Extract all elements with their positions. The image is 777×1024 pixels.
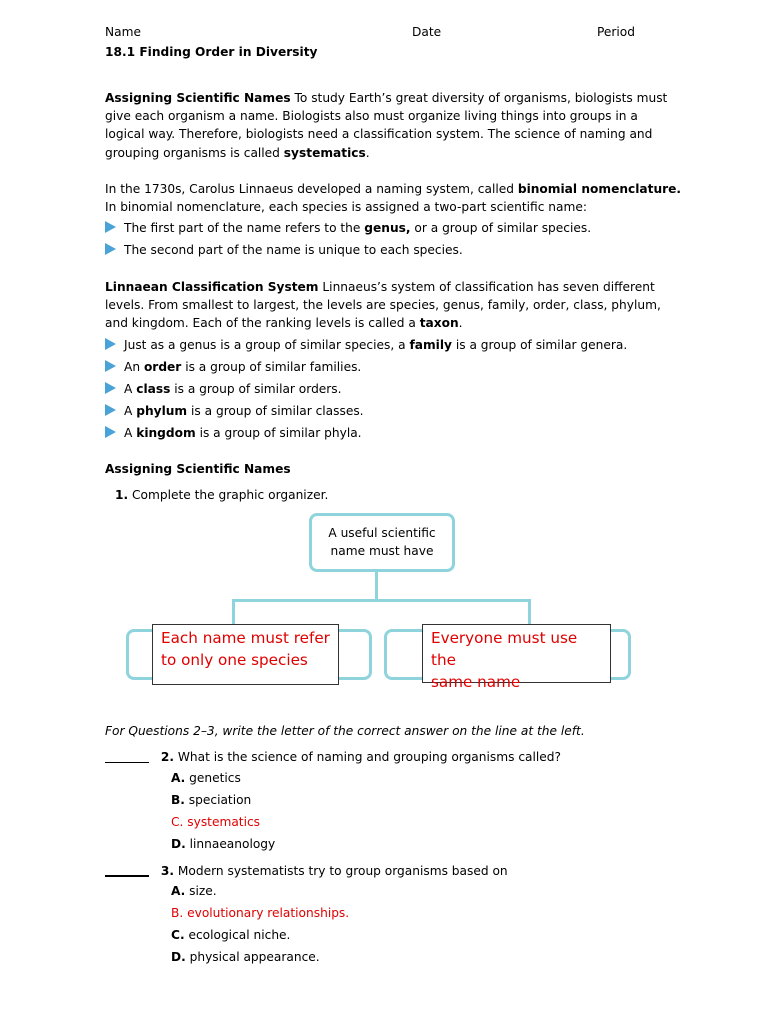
bullet-family: Just as a genus is a group of similar species, a family is a group of similar genera. [105,338,627,358]
intro-paragraph: Assigning Scientific Names To study Earth’s great diversity of organisms, biologists must give each organism a name. Biologists also must organize living things into groups in a logical way. Therefore, biologists need a classification system. The science of naming and grouping organisms is called systematics. [105,91,668,160]
triangle-bullet-icon [105,426,116,438]
q3-choice-b-answer: B. evolutionary relationships. [171,906,350,920]
term-systematics: systematics [283,145,366,160]
triangle-bullet-icon [105,360,116,372]
bullet-order: An order is a group of similar families. [105,360,361,380]
q2-choice-c-answer: C. systematics [171,815,261,829]
date-label: Date [412,25,442,39]
question-1: 1. Complete the graphic organizer. [115,488,329,502]
term-binomial-nomenclature: binomial nomenclature. [517,182,682,196]
answer-blank-2[interactable] [105,749,149,763]
section-title: 18.1 Finding Order in Diversity [105,45,318,59]
triangle-bullet-icon [105,404,116,416]
classification-heading: Linnaean Classification System [105,280,319,294]
answer-right[interactable]: Everyone must use the same name [422,624,611,683]
q2-choice-b: B. speciation [171,793,252,807]
exercise-heading: Assigning Scientific Names [105,462,291,476]
q3-choice-c: C. ecological niche. [171,928,291,942]
linnaeus-paragraph: In the 1730s, Carolus Linnaeus developed a naming system, called binomial nomenclature. In binomial nomenclature, each species is assigned a two-part scientific name: [105,182,682,215]
bullet-species: The second part of the name is unique to each species. [105,243,463,263]
triangle-bullet-icon [105,338,116,350]
classification-paragraph: Linnaean Classification System Linnaeus’s system of classification has seven different levels. From smallest to largest, the levels are species, genus, family, order, class, phylum, and kingdom. Each of the ranking levels is called a taxon. [105,280,661,331]
answer-blank-3[interactable] [105,862,149,877]
organizer-top-box: A useful scientific name must have [309,513,455,572]
questions-instructions: For Questions 2–3, write the letter of the correct answer on the line at the left. [105,724,585,738]
triangle-bullet-icon [105,243,116,255]
answer-left[interactable]: Each name must refer to only one species [152,624,339,685]
intro-heading: Assigning Scientific Names [105,91,291,105]
question-2: 2. What is the science of naming and grouping organisms called? [105,749,561,764]
organizer-connector [375,572,378,601]
bullet-genus: The first part of the name refers to the genus, or a group of similar species. [105,221,591,241]
bullet-class: A class is a group of similar orders. [105,382,342,402]
triangle-bullet-icon [105,382,116,394]
q3-choice-d: D. physical appearance. [171,950,320,964]
q2-choice-a: A. genetics [171,771,241,785]
organizer-branch-line [232,599,531,602]
name-label: Name [105,25,141,39]
bullet-phylum: A phylum is a group of similar classes. [105,404,364,424]
term-taxon: taxon [419,316,459,331]
q3-choice-a: A. size. [171,884,217,898]
q2-choice-d: D. linnaeanology [171,837,276,851]
question-3: 3. Modern systematists try to group organisms based on [105,862,508,878]
bullet-kingdom: A kingdom is a group of similar phyla. [105,426,362,446]
period-label: Period [597,25,636,39]
triangle-bullet-icon [105,221,116,233]
